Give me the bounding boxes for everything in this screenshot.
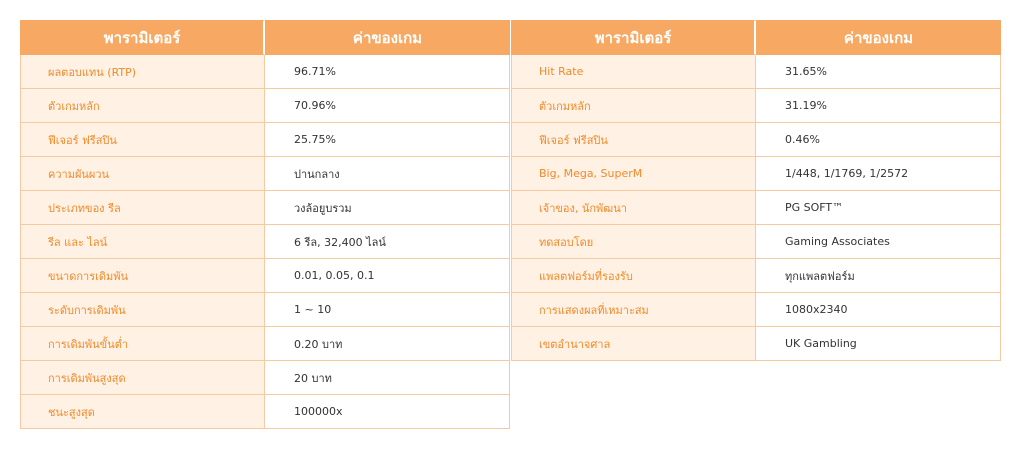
parameter-value: ทุกแพลตฟอร์ม [756, 259, 1001, 293]
table-row [511, 89, 1001, 123]
parameter-label: ระดับการเดิมพัน [20, 293, 265, 327]
parameter-value: 0.01, 0.05, 0.1 [265, 259, 510, 293]
table-row [511, 191, 1001, 225]
parameter-value: 25.75% [265, 123, 510, 157]
parameter-value: 31.19% [756, 89, 1001, 123]
table-row [511, 293, 1001, 327]
parameter-label: ฟีเจอร์ ฟรีสปิน [511, 123, 756, 157]
parameter-value: ปานกลาง [265, 157, 510, 191]
parameter-label: Big, Mega, SuperM [511, 157, 756, 191]
table-row [20, 55, 510, 89]
parameter-value: Gaming Associates [756, 225, 1001, 259]
parameter-value: วงล้อยูบรวม [265, 191, 510, 225]
parameter-value: 0.46% [756, 123, 1001, 157]
parameter-label: ผลตอบแทน (RTP) [20, 55, 265, 89]
left-header-value: ค่าของเกม [265, 20, 510, 55]
parameter-label: การเดิมพันขั้นต่ำ [20, 327, 265, 361]
parameter-label: การแสดงผลที่เหมาะสม [511, 293, 756, 327]
right-header-row [511, 20, 1001, 55]
parameter-label: ประเภทของ รีล [20, 191, 265, 225]
parameter-value: 31.65% [756, 55, 1001, 89]
left-header-row [20, 20, 510, 55]
parameter-value: 20 บาท [265, 361, 510, 395]
parameter-value: 6 รีล, 32,400 ไลน์ [265, 225, 510, 259]
parameter-value: 1080x2340 [756, 293, 1001, 327]
table-row [20, 293, 510, 327]
table-row [511, 157, 1001, 191]
table-row [20, 191, 510, 225]
table-row [511, 327, 1001, 361]
left-header-parameter: พารามิเตอร์ [20, 20, 265, 55]
parameter-value: 0.20 บาท [265, 327, 510, 361]
parameter-label: ตัวเกมหลัก [511, 89, 756, 123]
parameter-value: UK Gambling [756, 327, 1001, 361]
parameter-value: PG SOFT™ [756, 191, 1001, 225]
parameter-label: ชนะสูงสุด [20, 395, 265, 429]
parameter-value: 96.71% [265, 55, 510, 89]
parameter-label: เจ้าของ, นักพัฒนา [511, 191, 756, 225]
table-row [20, 123, 510, 157]
table-row [20, 157, 510, 191]
table-row [511, 259, 1001, 293]
table-row [20, 327, 510, 361]
table-row [511, 123, 1001, 157]
table-row [20, 89, 510, 123]
parameter-label: ขนาดการเดิมพัน [20, 259, 265, 293]
parameter-label: ความผันผวน [20, 157, 265, 191]
table-row [511, 225, 1001, 259]
parameter-label: รีล และ ไลน์ [20, 225, 265, 259]
parameter-label: เขตอำนาจศาล [511, 327, 756, 361]
parameter-label: แพลตฟอร์มที่รองรับ [511, 259, 756, 293]
parameter-value: 1/448, 1/1769, 1/2572 [756, 157, 1001, 191]
table-row [20, 259, 510, 293]
parameter-label: ตัวเกมหลัก [20, 89, 265, 123]
parameter-value: 100000x [265, 395, 510, 429]
parameter-value: 70.96% [265, 89, 510, 123]
parameter-label: Hit Rate [511, 55, 756, 89]
right-header-value: ค่าของเกม [756, 20, 1001, 55]
parameter-label: การเดิมพันสูงสุด [20, 361, 265, 395]
parameter-label: ทดสอบโดย [511, 225, 756, 259]
table-row [20, 395, 510, 429]
table-row [20, 225, 510, 259]
table-row [20, 361, 510, 395]
parameter-value: 1 ~ 10 [265, 293, 510, 327]
right-header-parameter: พารามิเตอร์ [511, 20, 756, 55]
right-parameters-table [511, 20, 1001, 361]
table-row [511, 55, 1001, 89]
left-parameters-table [20, 20, 510, 429]
parameter-label: ฟีเจอร์ ฟรีสปิน [20, 123, 265, 157]
